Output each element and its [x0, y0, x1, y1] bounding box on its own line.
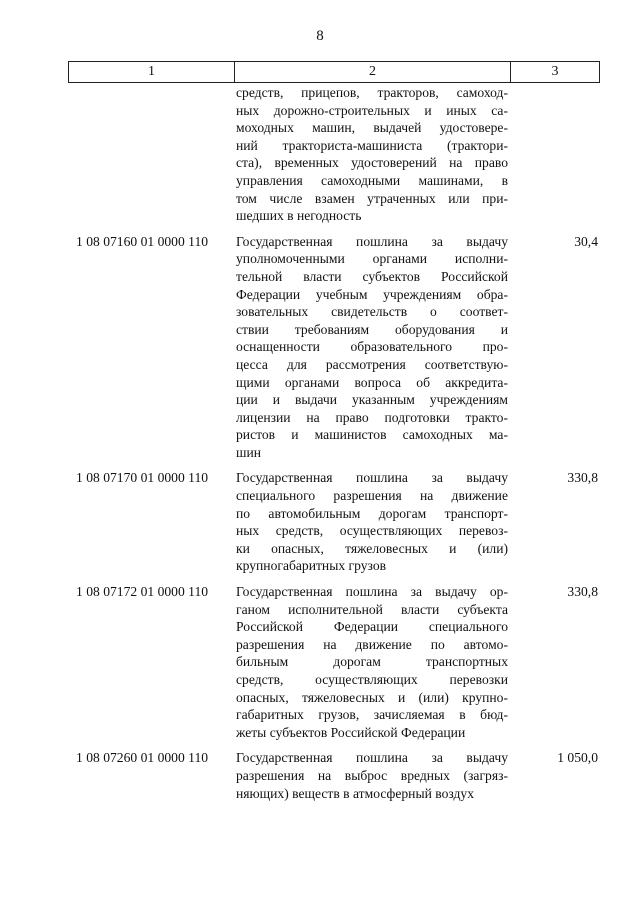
row-code: 1 08 07172 01 0000 110 [76, 584, 209, 600]
table-row [68, 583, 598, 741]
row-code: 1 08 07160 01 0000 110 [76, 233, 209, 249]
table-header [68, 61, 600, 83]
description-line: разрешения на движение по автомо- [236, 636, 508, 652]
description-line: Государственная пошлина за выдачу [236, 470, 508, 486]
description-line: по автомобильным дорогам транспорт- [236, 505, 508, 521]
description-line: средств, осуществляющих перевозки [236, 672, 508, 687]
description-line: Государственная пошлина за выдачу [236, 750, 508, 766]
description-line: крупногабаритных грузов [236, 558, 387, 574]
column-header-3: 3 [511, 62, 600, 83]
description-line: разрешения на выброс вредных (загряз- [236, 767, 508, 783]
page-number: 8 [316, 28, 324, 44]
description-line: шедших в негодность [236, 208, 362, 224]
description-line: ции и выдачи указанным учреждениям [236, 392, 508, 408]
row-description [236, 749, 508, 802]
description-line: Государственная пошлина за выдачу [236, 233, 508, 249]
column-header-1: 1 [69, 62, 235, 83]
row-amount: 30,4 [574, 233, 598, 249]
table-body [68, 84, 598, 802]
description-line: опасных, тяжеловесных и (или) крупно- [236, 689, 508, 705]
row-code: 1 08 07170 01 0000 110 [76, 470, 209, 486]
row-description [236, 233, 508, 462]
table-row [68, 84, 598, 225]
description-line: габаритных грузов, зачисляемая в бюд- [236, 707, 508, 723]
description-line: уполномоченными органами исполни- [236, 251, 508, 267]
description-line: ста), временных удостоверений на право [236, 155, 508, 171]
description-line: цесса для рассмотрения соответствую- [236, 356, 508, 372]
table-row [68, 233, 598, 462]
description-line: управления самоходными машинами, в [236, 172, 508, 188]
row-code: 1 08 07260 01 0000 110 [76, 750, 209, 766]
description-line: ристов и машинистов самоходных ма- [236, 427, 508, 443]
description-line: ных средств, осуществляющих перевоз- [236, 523, 508, 539]
description-line: няющих) веществ в атмосферный воздух [236, 785, 475, 801]
description-line: тельной власти субъектов Российской [236, 268, 508, 284]
row-amount: 330,8 [567, 470, 598, 486]
description-line: ки опасных, тяжеловесных и (или) [236, 540, 508, 556]
column-header-2: 2 [235, 62, 511, 83]
row-description [236, 84, 508, 225]
row-description [236, 469, 508, 575]
row-amount: 330,8 [567, 584, 598, 600]
description-line: Государственная пошлина за выдачу ор- [236, 584, 508, 600]
description-line: жеты субъектов Российской Федерации [236, 724, 466, 740]
description-line: лицензии на право подготовки тракто- [236, 409, 508, 425]
description-line: зовательных свидетельств о соответ- [236, 304, 508, 320]
description-line: шин [236, 444, 262, 460]
description-line: Российской Федерации специального [236, 619, 508, 635]
description-line: средств, прицепов, тракторов, самоход- [236, 85, 508, 100]
description-line: ствии требованиям оборудования и [236, 321, 508, 337]
description-line: моходных машин, выдачей удостовере- [236, 120, 508, 136]
description-line: Федерации учебным учреждениям обра- [236, 286, 508, 302]
row-amount: 1 050,0 [557, 750, 598, 766]
description-line: бильным дорогам транспортных [236, 654, 508, 670]
description-line: том числе взамен утраченных или при- [236, 190, 508, 206]
description-line: ний тракториста-машиниста (трактори- [236, 137, 508, 153]
description-line: ганом исполнительной власти субъекта [236, 601, 508, 617]
row-description [236, 583, 508, 741]
description-line: щими органами вопроса об аккредита- [236, 374, 508, 390]
description-line: специального разрешения на движение [236, 488, 508, 504]
description-line: оснащенности образовательного про- [236, 339, 508, 355]
description-line: ных дорожно-строительных и иных са- [236, 102, 508, 118]
table-row [68, 469, 598, 575]
table-row [68, 749, 598, 802]
